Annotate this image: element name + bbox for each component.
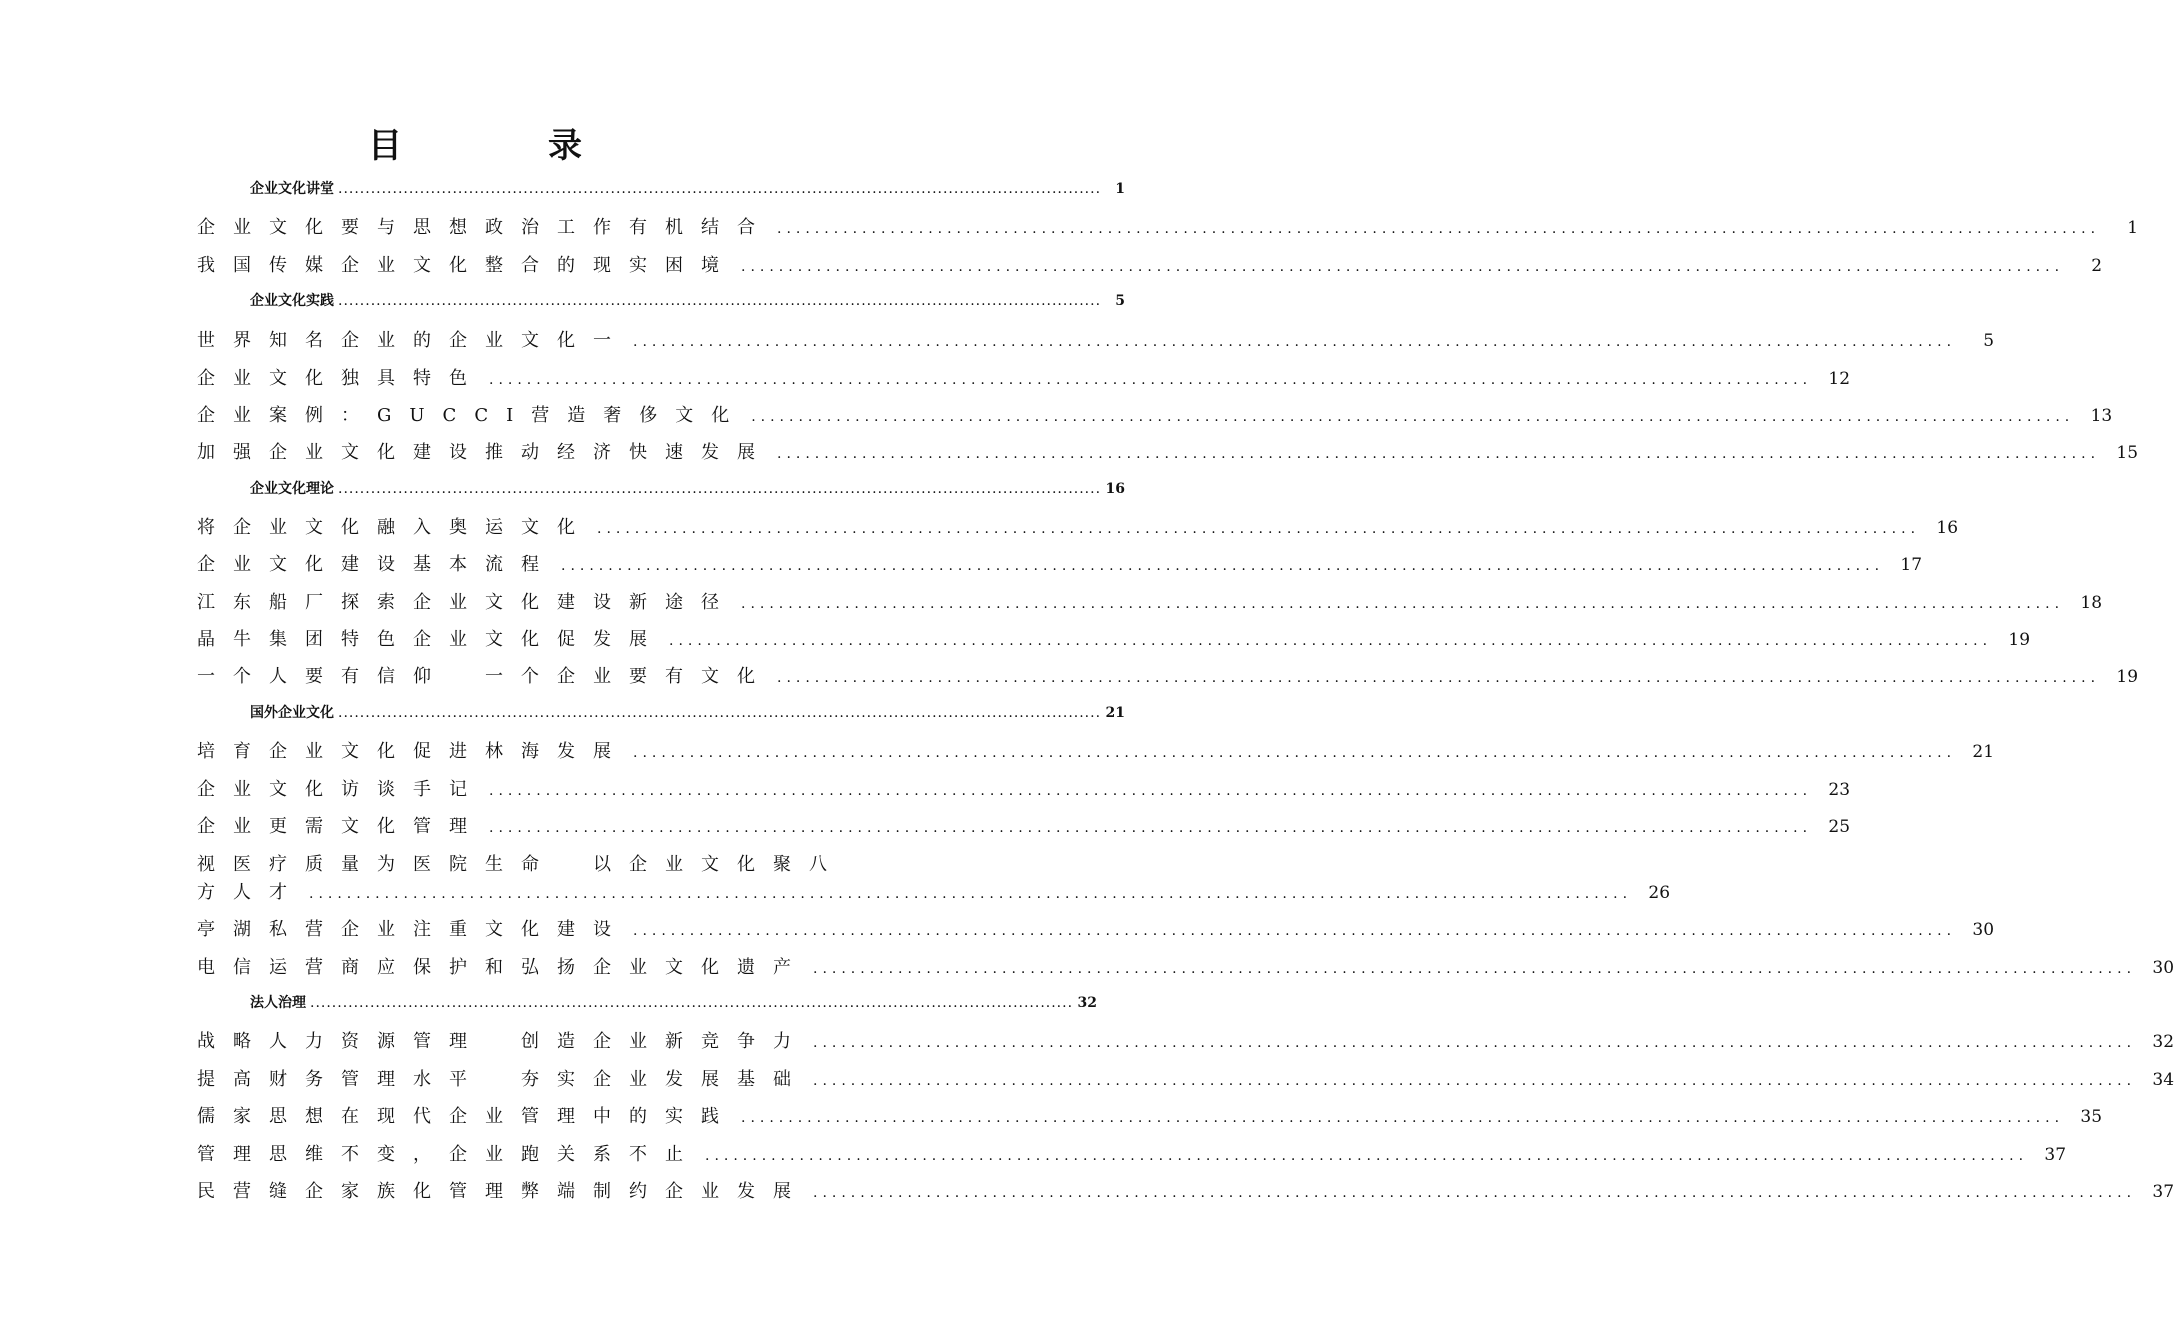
dot-leader: ............................................................................................................................................: [777, 221, 2101, 237]
dot-leader: ............................................................................................................................................: [309, 886, 1633, 902]
toc-entry[interactable]: [197, 662, 2139, 688]
toc-page-number: 5: [1983, 331, 1995, 351]
toc-entry[interactable]: [197, 812, 1851, 838]
toc-section[interactable]: [250, 702, 1126, 724]
toc-section-title: 企业文化讲堂: [250, 181, 334, 197]
toc-entry[interactable]: [197, 915, 1995, 941]
toc-page-number: 16: [1105, 481, 1126, 497]
dot-leader: ............................................................................................................................................: [489, 372, 1813, 388]
toc-entry-title: 视医疗质量为医院生命 以企业文化聚八: [197, 854, 845, 875]
dot-leader: ............................................................................................................................................: [633, 923, 1957, 939]
toc-entry[interactable]: [197, 625, 2031, 651]
toc-page-number: 35: [2080, 1107, 2103, 1127]
toc-page-number: 5: [1115, 293, 1126, 309]
toc-entry[interactable]: [197, 213, 2139, 239]
toc-section[interactable]: [250, 290, 1126, 312]
toc-entry[interactable]: [197, 1065, 2174, 1091]
toc-page-number: 37: [2152, 1182, 2174, 1202]
dot-leader: ............................................................................................................................................: [741, 1110, 2065, 1126]
toc-entry-title: 企业文化独具特色: [197, 368, 485, 389]
toc-entry-title: 企业更需文化管理: [197, 816, 485, 837]
page-title: 目 录: [368, 126, 638, 166]
toc-page-number: 23: [1828, 780, 1851, 800]
dot-leader: ............................................................................................................................................: [597, 521, 1921, 537]
dot-leader: ............................................................................................................................................: [633, 334, 1957, 350]
dot-leader: ............................................................................................................................................: [338, 481, 1102, 497]
toc-entry[interactable]: [197, 850, 860, 876]
toc-section[interactable]: [250, 178, 1126, 200]
toc-entry[interactable]: [197, 251, 2103, 277]
dot-leader: ............................................................................................................................................: [633, 745, 1957, 761]
toc-section-title: 国外企业文化: [250, 705, 334, 721]
dot-leader: ............................................................................................................................................: [813, 1035, 2137, 1051]
dot-leader: ............................................................................................................................................: [705, 1148, 2029, 1164]
toc-entry-title: 提高财务管理水平 夯实企业发展基础: [197, 1069, 809, 1090]
dot-leader: ............................................................................................................................................: [777, 670, 2101, 686]
dot-leader: ............................................................................................................................................: [813, 961, 2137, 977]
toc-entry-title-continued: 方人才: [197, 882, 305, 903]
toc-entry-title: 世界知名企业的企业文化一: [197, 330, 629, 351]
dot-leader: ............................................................................................................................................: [669, 633, 1993, 649]
toc-page-number: 30: [1972, 920, 1995, 940]
dot-leader: ............................................................................................................................................: [741, 259, 2065, 275]
toc-entry-title: 企业文化要与思想政治工作有机结合: [197, 217, 773, 238]
toc-entry-title: 电信运营商应保护和弘扬企业文化遗产: [197, 957, 809, 978]
dot-leader: ............................................................................................................................................: [338, 293, 1102, 309]
dot-leader: ............................................................................................................................................: [813, 1073, 2137, 1089]
toc-section[interactable]: [250, 992, 1098, 1014]
toc-section-title: 法人治理: [250, 995, 306, 1011]
toc-entry-title: 江东船厂探索企业文化建设新途径: [197, 592, 737, 613]
toc-entry[interactable]: [197, 438, 2139, 464]
toc-page-number: 30: [2152, 958, 2174, 978]
toc-page-number: 32: [2152, 1032, 2174, 1052]
toc-page-number: 16: [1936, 518, 1959, 538]
toc-entry[interactable]: [197, 737, 1995, 763]
toc-page-number: 12: [1828, 369, 1851, 389]
toc-entry-title: 培育企业文化促进林海发展: [197, 741, 629, 762]
toc-entry[interactable]: [197, 401, 2113, 427]
toc-entry-title: 我国传媒企业文化整合的现实困境: [197, 255, 737, 276]
dot-leader: ............................................................................................................................................: [751, 409, 2075, 425]
toc-entry[interactable]: [197, 588, 2103, 614]
toc-page-number: 19: [2008, 630, 2031, 650]
toc-page-number: 1: [2127, 218, 2139, 238]
toc-entry[interactable]: [197, 326, 1995, 352]
toc-page-number: 37: [2044, 1145, 2067, 1165]
toc-entry-title: 一个人要有信仰 一个企业要有文化: [197, 666, 773, 687]
dot-leader: ............................................................................................................................................: [561, 558, 1885, 574]
toc-entry-title: 儒家思想在现代企业管理中的实践: [197, 1106, 737, 1127]
toc-page-number: 21: [1972, 742, 1995, 762]
toc-entry-title: 晶牛集团特色企业文化促发展: [197, 629, 665, 650]
toc-page-number: 34: [2152, 1070, 2174, 1090]
toc-entry-title: 将企业文化融入奥运文化: [197, 517, 593, 538]
toc-entry[interactable]: [197, 1177, 2174, 1203]
toc-page-number: 2: [2091, 256, 2103, 276]
toc-entry[interactable]: [197, 550, 1923, 576]
toc-page-number: 13: [2090, 406, 2113, 426]
toc-entry-title: 亭湖私营企业注重文化建设: [197, 919, 629, 940]
toc-page-number: 25: [1828, 817, 1851, 837]
toc-entry[interactable]: [197, 1027, 2174, 1053]
toc-page-number: 32: [1077, 995, 1098, 1011]
toc-page-number: 19: [2116, 667, 2139, 687]
toc-entry-title: 企业文化访谈手记: [197, 779, 485, 800]
toc-section-title: 企业文化理论: [250, 481, 334, 497]
toc-page-number: 26: [1648, 883, 1671, 903]
toc-entry[interactable]: [197, 775, 1851, 801]
dot-leader: ............................................................................................................................................: [813, 1185, 2137, 1201]
toc-page-number: 18: [2080, 593, 2103, 613]
dot-leader: ............................................................................................................................................: [489, 820, 1813, 836]
dot-leader: ............................................................................................................................................: [338, 181, 1102, 197]
toc-entry-title: 管理思维不变，企业跑关系不止: [197, 1144, 701, 1165]
toc-entry-title: 战略人力资源管理 创造企业新竞争力: [197, 1031, 809, 1052]
dot-leader: ............................................................................................................................................: [338, 705, 1102, 721]
dot-leader: ............................................................................................................................................: [310, 995, 1074, 1011]
toc-entry-title: 加强企业文化建设推动经济快速发展: [197, 442, 773, 463]
dot-leader: ............................................................................................................................................: [741, 596, 2065, 612]
toc-entry[interactable]: [197, 953, 2174, 979]
toc-entry-title: 企业案例：GUCCI营造奢侈文化: [197, 405, 748, 426]
toc-section[interactable]: [250, 478, 1126, 500]
toc-section-title: 企业文化实践: [250, 293, 334, 309]
toc-entry[interactable]: [197, 513, 1959, 539]
toc-entry-title: 企业文化建设基本流程: [197, 554, 557, 575]
dot-leader: ............................................................................................................................................: [489, 783, 1813, 799]
toc-page-number: 21: [1105, 705, 1126, 721]
toc-entry[interactable]: [197, 364, 1851, 390]
toc-entry-continuation[interactable]: [197, 878, 1671, 904]
toc-page-number: 1: [1115, 181, 1126, 197]
toc-page-number: 15: [2116, 443, 2139, 463]
toc-entry-title: 民营缝企家族化管理弊端制约企业发展: [197, 1181, 809, 1202]
toc-page-number: 17: [1900, 555, 1923, 575]
toc-entry[interactable]: [197, 1102, 2103, 1128]
dot-leader: ............................................................................................................................................: [777, 446, 2101, 462]
toc-entry[interactable]: [197, 1140, 2067, 1166]
